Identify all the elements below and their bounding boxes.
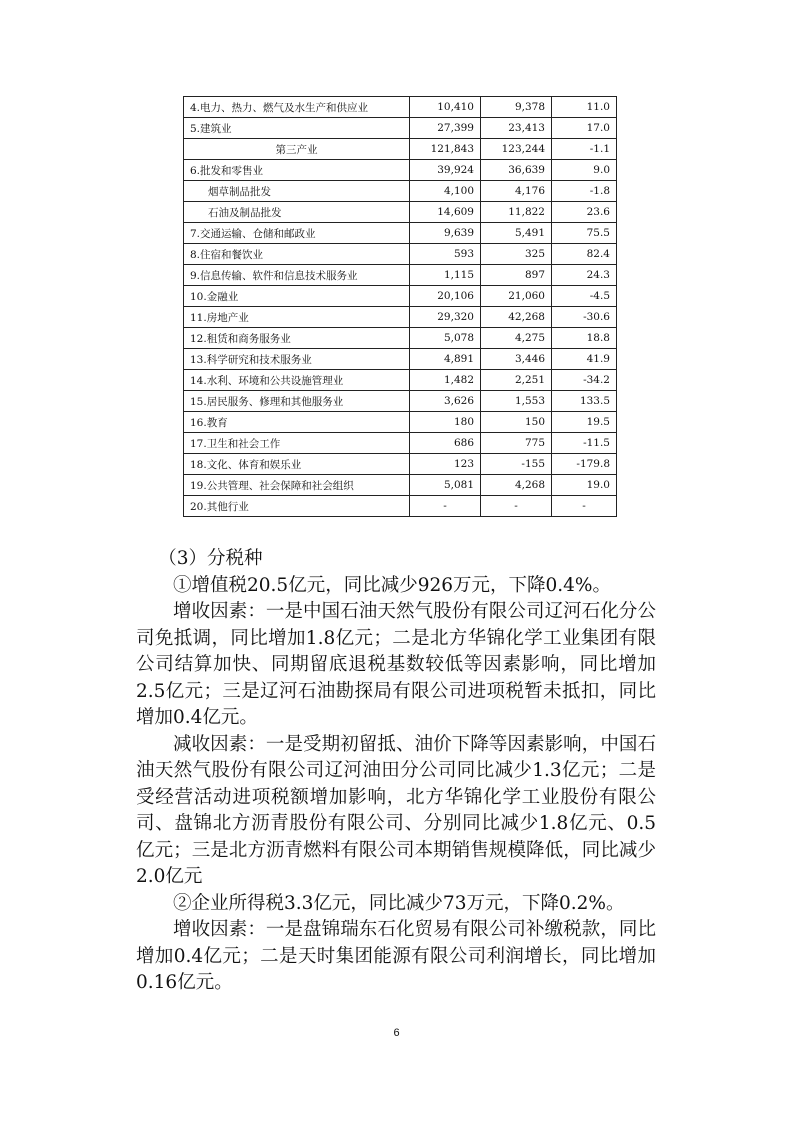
growth-rate-cell: -30.6	[552, 307, 617, 328]
current-value-cell: 4,100	[410, 181, 481, 202]
prior-value-cell: 897	[481, 265, 552, 286]
current-value-cell: -	[410, 496, 481, 517]
industry-cell: 18.文化、体育和娱乐业	[184, 454, 410, 475]
table-row	[184, 454, 617, 475]
prior-value-cell: 21,060	[481, 286, 552, 307]
current-value-cell: 29,320	[410, 307, 481, 328]
industry-cell: 4.电力、热力、燃气及水生产和供应业	[184, 97, 410, 118]
industry-cell: 第三产业	[184, 139, 410, 160]
growth-rate-cell: 75.5	[552, 223, 617, 244]
prior-value-cell: 3,446	[481, 349, 552, 370]
prior-value-cell: 23,413	[481, 118, 552, 139]
prior-value-cell: -	[481, 496, 552, 517]
industry-cell: 14.水利、环境和公共设施管理业	[184, 370, 410, 391]
industry-cell: 17.卫生和社会工作	[184, 433, 410, 454]
vat-decrease-factors: 减收因素：一是受期初留抵、油价下降等因素影响，中国石油天然气股份有限公司辽河油田分公司同比减少1.3亿元；二是受经营活动进项税额增加影响，北方华锦化学工业股份有限公司、盘锦北方沥青股份有限公司、分别同比减少1.8亿元、0.5亿元；三是北方沥青燃料有限公司本期销售规模降低，同比减少2.0亿元	[136, 733, 656, 887]
table-row	[184, 223, 617, 244]
prior-value-cell: 325	[481, 244, 552, 265]
industry-cell: 20.其他行业	[184, 496, 410, 517]
industry-cell: 16.教育	[184, 412, 410, 433]
table-row	[184, 328, 617, 349]
prior-value-cell: 775	[481, 433, 552, 454]
industry-cell: 8.住宿和餐饮业	[184, 244, 410, 265]
current-value-cell: 5,081	[410, 475, 481, 496]
cit-summary: ②企业所得税3.3亿元，同比减少73万元，下降0.2%。	[173, 892, 625, 914]
growth-rate-cell: 19.0	[552, 475, 617, 496]
industry-cell: 15.居民服务、修理和其他服务业	[184, 391, 410, 412]
table-row	[184, 475, 617, 496]
growth-rate-cell: -4.5	[552, 286, 617, 307]
current-value-cell: 1,115	[410, 265, 481, 286]
table-row	[184, 202, 617, 223]
industry-cell: 9.信息传输、软件和信息技术服务业	[184, 265, 410, 286]
current-value-cell: 20,106	[410, 286, 481, 307]
prior-value-cell: 36,639	[481, 160, 552, 181]
growth-rate-cell: -11.5	[552, 433, 617, 454]
table-row	[184, 139, 617, 160]
industry-cell: 19.公共管理、社会保障和社会组织	[184, 475, 410, 496]
current-value-cell: 9,639	[410, 223, 481, 244]
table-row	[184, 496, 617, 517]
prior-value-cell: 4,268	[481, 475, 552, 496]
industry-cell: 石油及制品批发	[184, 202, 410, 223]
current-value-cell: 3,626	[410, 391, 481, 412]
industry-cell: 5.建筑业	[184, 118, 410, 139]
current-value-cell: 10,410	[410, 97, 481, 118]
prior-value-cell: 11,822	[481, 202, 552, 223]
industry-tax-table	[183, 96, 617, 517]
table-row	[184, 391, 617, 412]
current-value-cell: 121,843	[410, 139, 481, 160]
industry-cell: 7.交通运输、仓储和邮政业	[184, 223, 410, 244]
growth-rate-cell: 133.5	[552, 391, 617, 412]
current-value-cell: 180	[410, 412, 481, 433]
industry-cell: 10.金融业	[184, 286, 410, 307]
growth-rate-cell: 19.5	[552, 412, 617, 433]
body-text	[136, 546, 656, 997]
current-value-cell: 1,482	[410, 370, 481, 391]
table-row	[184, 286, 617, 307]
table-row	[184, 181, 617, 202]
vat-summary: ①增值税20.5亿元，同比减少926万元，下降0.4%。	[173, 574, 612, 596]
growth-rate-cell: -34.2	[552, 370, 617, 391]
growth-rate-cell: 18.8	[552, 328, 617, 349]
prior-value-cell: 1,553	[481, 391, 552, 412]
prior-value-cell: 150	[481, 412, 552, 433]
table-row	[184, 370, 617, 391]
table-row	[184, 160, 617, 181]
current-value-cell: 39,924	[410, 160, 481, 181]
prior-value-cell: 9,378	[481, 97, 552, 118]
growth-rate-cell: 24.3	[552, 265, 617, 286]
current-value-cell: 686	[410, 433, 481, 454]
growth-rate-cell: 41.9	[552, 349, 617, 370]
current-value-cell: 593	[410, 244, 481, 265]
growth-rate-cell: 9.0	[552, 160, 617, 181]
industry-cell: 12.租赁和商务服务业	[184, 328, 410, 349]
table-row	[184, 433, 617, 454]
industry-cell: 6.批发和零售业	[184, 160, 410, 181]
table-row	[184, 349, 617, 370]
growth-rate-cell: -1.8	[552, 181, 617, 202]
prior-value-cell: 2,251	[481, 370, 552, 391]
prior-value-cell: 123,244	[481, 139, 552, 160]
industry-cell: 13.科学研究和技术服务业	[184, 349, 410, 370]
current-value-cell: 4,891	[410, 349, 481, 370]
current-value-cell: 5,078	[410, 328, 481, 349]
growth-rate-cell: 23.6	[552, 202, 617, 223]
table-row	[184, 412, 617, 433]
current-value-cell: 123	[410, 454, 481, 475]
prior-value-cell: 4,176	[481, 181, 552, 202]
growth-rate-cell: -	[552, 496, 617, 517]
growth-rate-cell: -1.1	[552, 139, 617, 160]
prior-value-cell: 5,491	[481, 223, 552, 244]
industry-cell: 11.房地产业	[184, 307, 410, 328]
vat-increase-factors: 增收因素：一是中国石油天然气股份有限公司辽河石化分公司免抵调，同比增加1.8亿元；二是北方华锦化学工业集团有限公司结算加快、同期留底退税基数较低等因素影响，同比增加2.5亿元；三是辽河石油勘探局有限公司进项税暂未抵扣，同比增加0.4亿元。	[136, 601, 656, 728]
section-heading: （3）分税种	[158, 548, 263, 569]
current-value-cell: 14,609	[410, 202, 481, 223]
growth-rate-cell: 82.4	[552, 244, 617, 265]
table-row	[184, 118, 617, 139]
growth-rate-cell: -179.8	[552, 454, 617, 475]
prior-value-cell: 4,275	[481, 328, 552, 349]
growth-rate-cell: 11.0	[552, 97, 617, 118]
page-number: 6	[393, 1027, 400, 1039]
table-row	[184, 244, 617, 265]
prior-value-cell: 42,268	[481, 307, 552, 328]
cit-increase-factors: 增收因素：一是盘锦瑞东石化贸易有限公司补缴税款，同比增加0.4亿元；二是天时集团能源有限公司利润增长，同比增加0.16亿元。	[136, 919, 656, 993]
table-row	[184, 265, 617, 286]
table-row	[184, 97, 617, 118]
current-value-cell: 27,399	[410, 118, 481, 139]
prior-value-cell: -155	[481, 454, 552, 475]
table-row	[184, 307, 617, 328]
industry-cell: 烟草制品批发	[184, 181, 410, 202]
growth-rate-cell: 17.0	[552, 118, 617, 139]
